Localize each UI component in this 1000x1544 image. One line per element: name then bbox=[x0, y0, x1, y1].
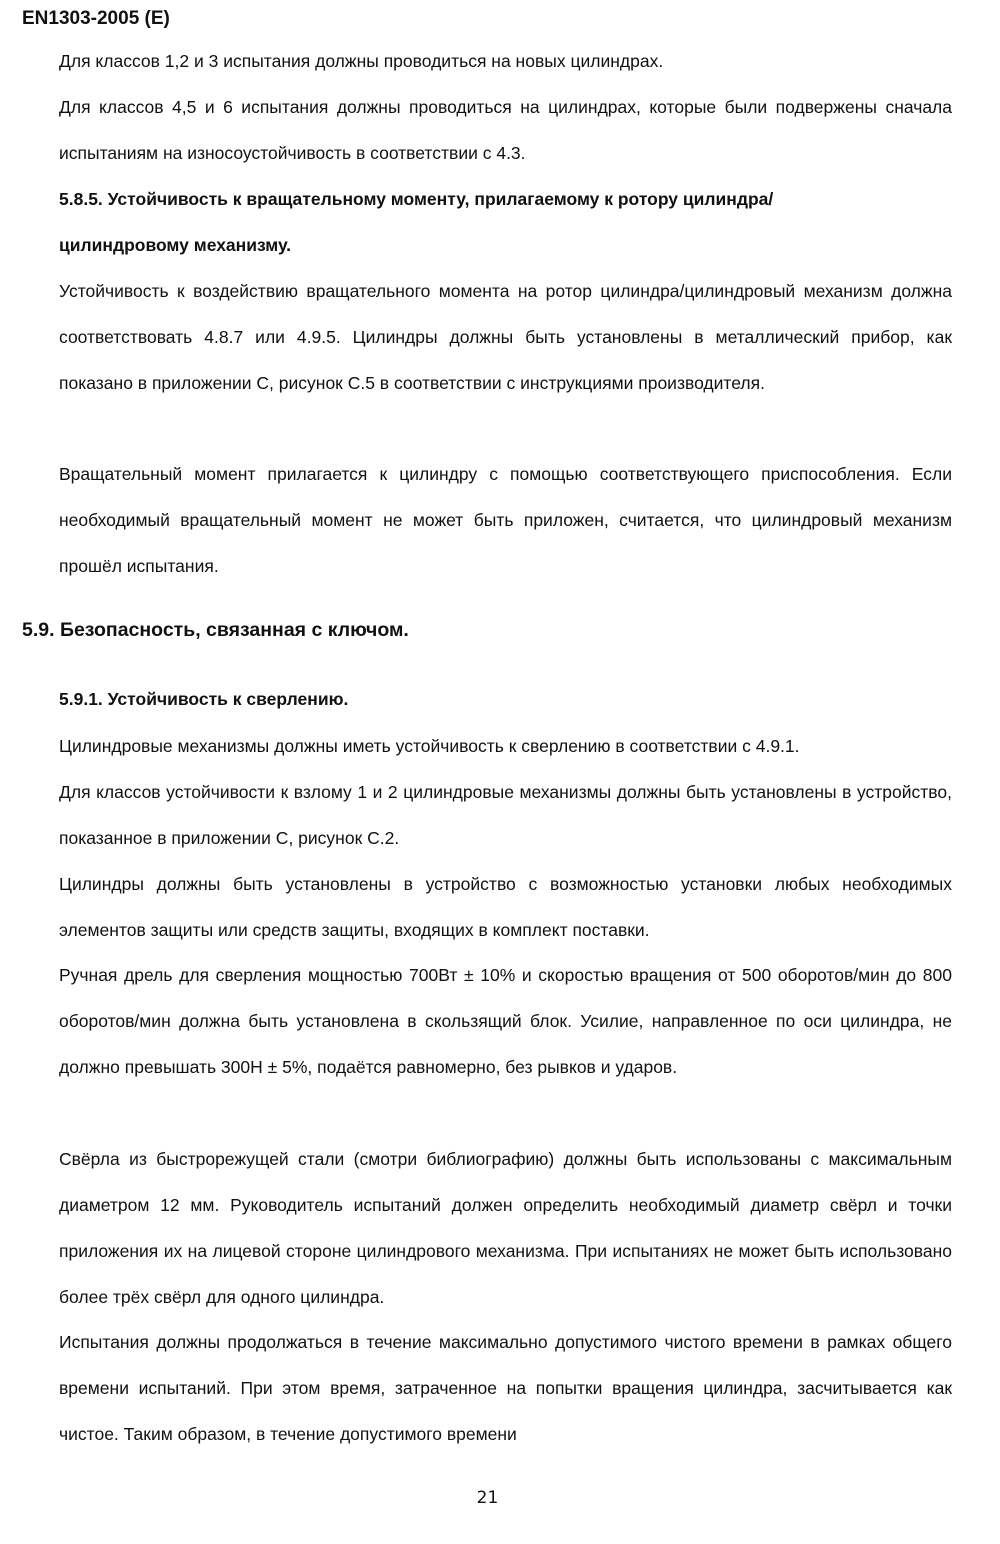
paragraph: Свёрла из быстрорежущей стали (смотри библиографию) должны быть использованы с максимальным диаметром 12 мм. Руководитель испытаний должен определить необходимый диаметр свёрл и точки приложения их на лицевой стороне цилиндрового механизма. При испытаниях не может быть использовано более трёх свёрл для одного цилиндра. bbox=[59, 1149, 952, 1307]
paragraph: Вращательный момент прилагается к цилиндру с помощью соответствующего приспособления. Если необходимый вращательный момент не может быть приложен, считается, что цилиндровый механизм прошёл испытания. bbox=[59, 464, 952, 576]
subsection-heading-5-9-1: 5.9.1. Устойчивость к сверлению. bbox=[59, 689, 349, 709]
document-header: EN1303-2005 (E) bbox=[22, 8, 170, 29]
paragraph: Устойчивость к воздействию вращательного момента на ротор цилиндра/цилиндровый механизм должна соответствовать 4.8.7 или 4.9.5. Цилиндры должны быть установлены в металлический прибор, как показано в приложении С, рисунок С.5 в соответствии с инструкциями производителя. bbox=[59, 281, 952, 393]
paragraph: Ручная дрель для сверления мощностью 700Вт ± 10% и скоростью вращения от 500 оборотов/мин до 800 оборотов/мин должна быть установлена в скользящий блок. Усилие, направленное по оси цилиндра, не должно превышать 300Н ± 5%, подаётся равномерно, без рывков и ударов. bbox=[59, 965, 952, 1077]
paragraph: Испытания должны продолжаться в течение максимально допустимого чистого времени в рамках общего времени испытаний. При этом время, затраченное на попытки вращения цилиндра, засчитывается как чистое. Таким образом, в течение допустимого времени bbox=[59, 1332, 952, 1444]
paragraph: Для классов устойчивости к взлому 1 и 2 цилиндровые механизмы должны быть установлены в устройство, показанное в приложении С, рисунок С.2. bbox=[59, 782, 952, 848]
paragraph: Цилиндры должны быть установлены в устройство с возможностью установки любых необходимых элементов защиты или средств защиты, входящих в комплект поставки. bbox=[59, 874, 952, 940]
section-heading-5-9: 5.9. Безопасность, связанная с ключом. bbox=[22, 619, 409, 641]
subsection-heading-5-8-5: 5.8.5. Устойчивость к вращательному моменту, прилагаемому к ротору цилиндра/цилиндровому механизму. bbox=[59, 189, 774, 255]
page-number: 21 bbox=[476, 1488, 499, 1508]
paragraph: Для классов 4,5 и 6 испытания должны проводиться на цилиндрах, которые были подвержены сначала испытаниям на износоустойчивость в соответствии с 4.3. bbox=[59, 97, 952, 163]
paragraph: Цилиндровые механизмы должны иметь устойчивость к сверлению в соответствии с 4.9.1. bbox=[59, 736, 800, 756]
paragraph: Для классов 1,2 и 3 испытания должны проводиться на новых цилиндрах. bbox=[59, 51, 664, 71]
